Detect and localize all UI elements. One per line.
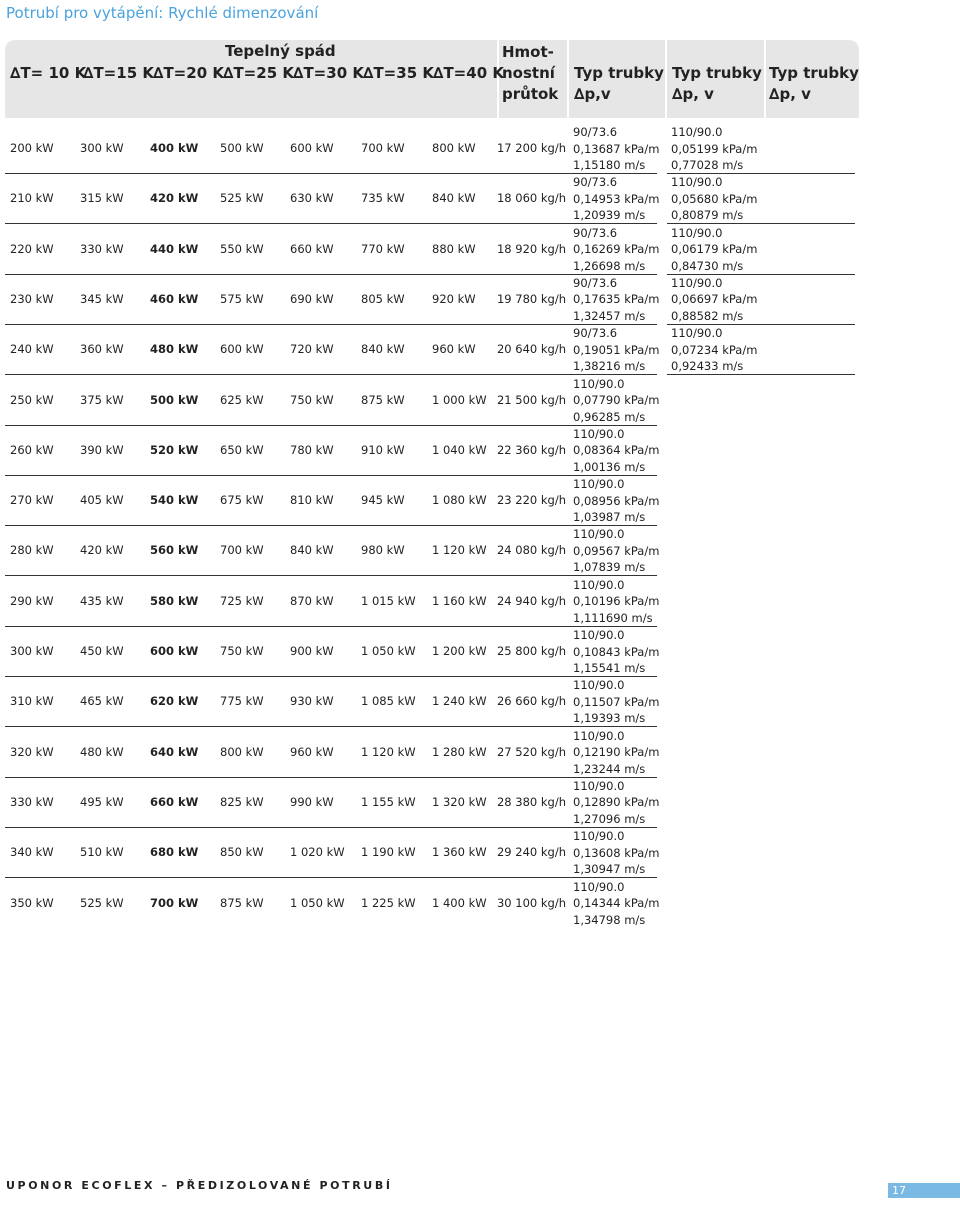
header-dt40: ∆T=40 K xyxy=(433,64,504,82)
table-row xyxy=(0,526,960,576)
cell-dt-40: 1 200 kW xyxy=(432,644,487,658)
cell-dt-15: 420 kW xyxy=(80,543,124,558)
pipe-dp: 0,05680 kPa/m xyxy=(671,191,758,206)
cell-dt-35: 875 kW xyxy=(361,392,405,407)
cell-dt-30: 720 kW xyxy=(290,342,334,357)
pipe-spec-p1 xyxy=(573,728,659,778)
header-pipe-label: Typ trubky xyxy=(769,64,859,82)
cell-dt-20: 620 kW xyxy=(150,694,199,709)
cell-dt-25: 625 kW xyxy=(220,392,264,407)
cell-dt-10: 330 kW xyxy=(10,794,54,809)
pipe-type: 110/90.0 xyxy=(573,477,625,492)
cell-dt-35: 805 kW xyxy=(361,291,405,306)
cell-dt-25: 825 kW xyxy=(220,794,264,809)
pipe-dp: 0,11507 kPa/m xyxy=(573,694,660,709)
cell-dt-25: 725 kW xyxy=(220,593,264,608)
pipe-v: 1,111690 m/s xyxy=(573,610,653,625)
footer-text: UPONOR ECOFLEX – PŘEDIZOLOVANÉ POTRUBÍ xyxy=(6,1179,393,1192)
cell-dt-15: 465 kW xyxy=(80,694,124,709)
cell-dt-10: 300 kW xyxy=(10,644,54,658)
pipe-type: 110/90.0 xyxy=(573,678,625,693)
pipe-type: 110/90.0 xyxy=(573,879,625,894)
cell-dt-10: 260 kW xyxy=(10,442,54,457)
table-row xyxy=(0,828,960,878)
cell-dt-35: 840 kW xyxy=(361,342,405,357)
header-dt10: ∆T= 10 K xyxy=(10,64,87,82)
table-row xyxy=(0,275,960,325)
pipe-spec-p2 xyxy=(671,325,757,375)
pipe-v: 1,27096 m/s xyxy=(573,811,646,826)
cell-dt-40: 1 040 kW xyxy=(432,442,487,457)
cell-dt-10: 310 kW xyxy=(10,694,54,709)
header-dt15: ∆T=15 K xyxy=(83,64,154,82)
pipe-type: 110/90.0 xyxy=(573,628,625,642)
pipe-type: 110/90.0 xyxy=(671,175,723,190)
cell-dt-35: 1 050 kW xyxy=(361,644,416,658)
header-separator xyxy=(567,40,569,118)
cell-dt-20: 640 kW xyxy=(150,744,199,759)
pipe-spec-p2 xyxy=(671,124,757,174)
cell-mass-flow: 27 520 kg/h xyxy=(496,744,566,759)
header-mass-flow xyxy=(502,42,558,105)
table-row xyxy=(0,577,960,627)
cell-dt-35: 910 kW xyxy=(361,442,405,457)
pipe-type: 110/90.0 xyxy=(671,326,723,341)
cell-dt-25: 675 kW xyxy=(220,493,264,508)
cell-dt-30: 660 kW xyxy=(290,241,334,256)
cell-dt-20: 700 kW xyxy=(150,895,199,910)
cell-mass-flow: 23 220 kg/h xyxy=(496,493,566,508)
header-dt30: ∆T=30 K xyxy=(293,64,364,82)
cell-dt-40: 1 280 kW xyxy=(432,744,487,759)
pipe-type: 90/73.6 xyxy=(573,326,618,341)
table-row xyxy=(0,325,960,375)
cell-dt-40: 1 120 kW xyxy=(432,543,487,558)
header-pipe-type-2 xyxy=(672,63,762,105)
cell-dt-15: 330 kW xyxy=(80,241,124,256)
pipe-v: 1,15541 m/s xyxy=(573,661,646,675)
pipe-type: 90/73.6 xyxy=(573,175,618,190)
cell-dt-25: 650 kW xyxy=(220,442,264,457)
header-dt25: ∆T=25 K xyxy=(223,64,294,82)
table-row xyxy=(0,174,960,224)
cell-dt-15: 390 kW xyxy=(80,442,124,457)
cell-dt-35: 1 015 kW xyxy=(361,593,416,608)
pipe-type: 110/90.0 xyxy=(573,426,625,441)
cell-dt-20: 400 kW xyxy=(150,141,199,155)
cell-dt-25: 500 kW xyxy=(220,141,264,155)
pipe-spec-p1 xyxy=(573,376,659,426)
cell-dt-25: 775 kW xyxy=(220,694,264,709)
cell-dt-40: 960 kW xyxy=(432,342,476,357)
cell-dt-30: 780 kW xyxy=(290,442,334,457)
pipe-dp: 0,12890 kPa/m xyxy=(573,795,660,810)
table-row xyxy=(0,476,960,526)
pipe-v: 1,19393 m/s xyxy=(573,711,646,726)
cell-dt-20: 540 kW xyxy=(150,493,199,508)
cell-dt-30: 1 050 kW xyxy=(290,895,345,910)
cell-dt-15: 345 kW xyxy=(80,291,124,306)
table-row xyxy=(0,627,960,677)
cell-dt-20: 680 kW xyxy=(150,845,199,860)
cell-dt-30: 840 kW xyxy=(290,543,334,558)
pipe-type: 110/90.0 xyxy=(671,225,723,240)
pipe-v: 1,00136 m/s xyxy=(573,459,646,474)
pipe-spec-p1 xyxy=(573,426,659,476)
cell-dt-20: 560 kW xyxy=(150,543,199,558)
cell-dt-35: 945 kW xyxy=(361,493,405,508)
table-row xyxy=(0,124,960,174)
pipe-dp: 0,14344 kPa/m xyxy=(573,896,660,910)
pipe-v: 0,77028 m/s xyxy=(671,158,744,172)
pipe-spec-p1 xyxy=(573,879,659,929)
pipe-spec-p1 xyxy=(573,778,659,828)
pipe-spec-p1 xyxy=(573,677,659,727)
cell-dt-10: 200 kW xyxy=(10,141,54,155)
pipe-v: 1,03987 m/s xyxy=(573,510,646,525)
cell-mass-flow: 17 200 kg/h xyxy=(496,141,566,155)
header-separator xyxy=(665,40,667,118)
pipe-dp: 0,07790 kPa/m xyxy=(573,393,660,407)
pipe-v: 1,38216 m/s xyxy=(573,359,646,374)
cell-dt-25: 850 kW xyxy=(220,845,264,860)
cell-dt-10: 220 kW xyxy=(10,241,54,256)
pipe-v: 0,84730 m/s xyxy=(671,258,744,273)
pipe-type: 90/73.6 xyxy=(573,125,618,139)
pipe-spec-p1 xyxy=(573,225,659,275)
cell-dt-30: 600 kW xyxy=(290,141,334,155)
cell-dt-15: 525 kW xyxy=(80,895,124,910)
header-mass-flow-line1: Hmot- xyxy=(502,43,554,61)
cell-dt-35: 1 225 kW xyxy=(361,895,416,910)
header-pipe-label: Typ trubky xyxy=(574,64,664,82)
header-mass-flow-line2: nostní xyxy=(502,64,555,82)
cell-dt-35: 1 085 kW xyxy=(361,694,416,709)
cell-dt-15: 315 kW xyxy=(80,191,124,206)
pipe-type: 110/90.0 xyxy=(573,728,625,743)
cell-dt-20: 520 kW xyxy=(150,442,199,457)
cell-dt-40: 1 320 kW xyxy=(432,794,487,809)
cell-dt-25: 550 kW xyxy=(220,241,264,256)
table-row xyxy=(0,728,960,778)
cell-dt-40: 1 160 kW xyxy=(432,593,487,608)
cell-dt-15: 510 kW xyxy=(80,845,124,860)
pipe-v: 1,23244 m/s xyxy=(573,761,646,776)
cell-dt-30: 960 kW xyxy=(290,744,334,759)
cell-dt-35: 1 155 kW xyxy=(361,794,416,809)
cell-dt-30: 900 kW xyxy=(290,644,334,658)
cell-dt-15: 360 kW xyxy=(80,342,124,357)
cell-dt-40: 840 kW xyxy=(432,191,476,206)
pipe-dp: 0,13687 kPa/m xyxy=(573,141,660,156)
cell-dt-40: 1 400 kW xyxy=(432,895,487,910)
pipe-type: 110/90.0 xyxy=(573,376,625,391)
pipe-type: 110/90.0 xyxy=(573,577,625,592)
cell-dt-15: 375 kW xyxy=(80,392,124,407)
table-row xyxy=(0,225,960,275)
cell-mass-flow: 26 660 kg/h xyxy=(496,694,566,709)
pipe-dp: 0,05199 kPa/m xyxy=(671,141,758,156)
cell-mass-flow: 30 100 kg/h xyxy=(496,895,566,910)
cell-dt-35: 700 kW xyxy=(361,141,405,155)
cell-dt-10: 280 kW xyxy=(10,543,54,558)
page-number: 17 xyxy=(888,1183,960,1198)
pipe-spec-p2 xyxy=(671,174,757,224)
pipe-v: 1,32457 m/s xyxy=(573,308,646,323)
pipe-dp: 0,10843 kPa/m xyxy=(573,644,660,659)
cell-mass-flow: 24 940 kg/h xyxy=(496,593,566,608)
header-mass-flow-line3: průtok xyxy=(502,85,559,103)
cell-dt-20: 600 kW xyxy=(150,644,199,658)
cell-mass-flow: 20 640 kg/h xyxy=(496,342,566,357)
pipe-spec-p1 xyxy=(573,526,659,576)
cell-dt-20: 500 kW xyxy=(150,392,199,407)
cell-mass-flow: 22 360 kg/h xyxy=(496,442,566,457)
header-pipe-sub: ∆p, v xyxy=(769,85,811,103)
cell-dt-30: 810 kW xyxy=(290,493,334,508)
cell-dt-20: 440 kW xyxy=(150,241,199,256)
pipe-dp: 0,14953 kPa/m xyxy=(573,191,660,206)
cell-dt-10: 290 kW xyxy=(10,593,54,608)
cell-dt-40: 1 240 kW xyxy=(432,694,487,709)
table-row xyxy=(0,879,960,929)
cell-dt-25: 600 kW xyxy=(220,342,264,357)
table-row xyxy=(0,677,960,727)
cell-dt-10: 340 kW xyxy=(10,845,54,860)
cell-dt-25: 700 kW xyxy=(220,543,264,558)
pipe-spec-p1 xyxy=(573,124,659,174)
cell-dt-15: 405 kW xyxy=(80,493,124,508)
pipe-type: 110/90.0 xyxy=(573,829,625,844)
cell-dt-10: 350 kW xyxy=(10,895,54,910)
pipe-dp: 0,08956 kPa/m xyxy=(573,493,660,508)
cell-dt-30: 690 kW xyxy=(290,291,334,306)
pipe-type: 90/73.6 xyxy=(573,275,618,290)
header-separator xyxy=(764,40,766,118)
cell-dt-10: 270 kW xyxy=(10,493,54,508)
header-pipe-type-1 xyxy=(574,63,664,105)
cell-dt-10: 320 kW xyxy=(10,744,54,759)
cell-dt-25: 800 kW xyxy=(220,744,264,759)
cell-dt-20: 420 kW xyxy=(150,191,199,206)
cell-dt-40: 1 000 kW xyxy=(432,392,487,407)
pipe-spec-p1 xyxy=(573,627,659,677)
cell-dt-35: 1 190 kW xyxy=(361,845,416,860)
pipe-dp: 0,19051 kPa/m xyxy=(573,342,660,357)
pipe-spec-p1 xyxy=(573,476,659,526)
pipe-spec-p1 xyxy=(573,577,659,627)
pipe-dp: 0,16269 kPa/m xyxy=(573,242,660,257)
cell-mass-flow: 28 380 kg/h xyxy=(496,794,566,809)
cell-dt-15: 450 kW xyxy=(80,644,124,658)
cell-dt-35: 770 kW xyxy=(361,241,405,256)
cell-dt-30: 870 kW xyxy=(290,593,334,608)
header-pipe-sub: ∆p, v xyxy=(672,85,714,103)
pipe-v: 1,15180 m/s xyxy=(573,158,646,172)
cell-dt-30: 630 kW xyxy=(290,191,334,206)
pipe-v: 1,26698 m/s xyxy=(573,258,646,273)
pipe-v: 1,34798 m/s xyxy=(573,912,646,927)
header-pipe-type-3 xyxy=(769,63,859,105)
pipe-dp: 0,17635 kPa/m xyxy=(573,292,660,307)
pipe-dp: 0,06697 kPa/m xyxy=(671,292,758,307)
table-row xyxy=(0,376,960,426)
pipe-v: 0,96285 m/s xyxy=(573,409,646,424)
cell-mass-flow: 29 240 kg/h xyxy=(496,845,566,860)
cell-dt-40: 880 kW xyxy=(432,241,476,256)
header-pipe-sub: ∆p,v xyxy=(574,85,611,103)
pipe-dp: 0,06179 kPa/m xyxy=(671,242,758,257)
cell-dt-30: 1 020 kW xyxy=(290,845,345,860)
table-row xyxy=(0,426,960,476)
pipe-type: 110/90.0 xyxy=(671,275,723,290)
pipe-v: 0,80879 m/s xyxy=(671,208,744,223)
table-row xyxy=(0,778,960,828)
pipe-spec-p2 xyxy=(671,275,757,325)
cell-dt-15: 435 kW xyxy=(80,593,124,608)
pipe-dp: 0,08364 kPa/m xyxy=(573,443,660,458)
cell-dt-40: 800 kW xyxy=(432,141,476,155)
cell-mass-flow: 24 080 kg/h xyxy=(496,543,566,558)
cell-dt-10: 230 kW xyxy=(10,291,54,306)
cell-dt-10: 250 kW xyxy=(10,392,54,407)
cell-dt-40: 920 kW xyxy=(432,291,476,306)
pipe-v: 0,88582 m/s xyxy=(671,308,744,323)
cell-dt-20: 460 kW xyxy=(150,291,199,306)
pipe-v: 1,20939 m/s xyxy=(573,208,646,223)
cell-dt-35: 1 120 kW xyxy=(361,744,416,759)
cell-dt-15: 300 kW xyxy=(80,141,124,155)
pipe-type: 90/73.6 xyxy=(573,225,618,240)
pipe-dp: 0,13608 kPa/m xyxy=(573,845,660,860)
pipe-dp: 0,12190 kPa/m xyxy=(573,745,660,760)
cell-dt-25: 875 kW xyxy=(220,895,264,910)
cell-dt-30: 990 kW xyxy=(290,794,334,809)
cell-dt-20: 660 kW xyxy=(150,794,199,809)
heat-drop-group-label: Tepelný spád xyxy=(225,42,336,60)
pipe-spec-p1 xyxy=(573,325,659,375)
cell-dt-15: 495 kW xyxy=(80,794,124,809)
pipe-type: 110/90.0 xyxy=(573,527,625,542)
page-title: Potrubí pro vytápění: Rychlé dimenzování xyxy=(6,4,319,22)
cell-dt-35: 980 kW xyxy=(361,543,405,558)
pipe-spec-p1 xyxy=(573,174,659,224)
pipe-dp: 0,10196 kPa/m xyxy=(573,594,660,609)
pipe-type: 110/90.0 xyxy=(573,778,625,793)
pipe-spec-p1 xyxy=(573,275,659,325)
pipe-v: 1,07839 m/s xyxy=(573,560,646,575)
pipe-dp: 0,07234 kPa/m xyxy=(671,342,758,357)
cell-dt-25: 575 kW xyxy=(220,291,264,306)
cell-dt-20: 580 kW xyxy=(150,593,199,608)
cell-mass-flow: 18 060 kg/h xyxy=(496,191,566,206)
cell-dt-20: 480 kW xyxy=(150,342,199,357)
cell-dt-40: 1 360 kW xyxy=(432,845,487,860)
pipe-type: 110/90.0 xyxy=(671,125,723,139)
cell-mass-flow: 25 800 kg/h xyxy=(496,644,566,658)
cell-dt-40: 1 080 kW xyxy=(432,493,487,508)
cell-dt-25: 750 kW xyxy=(220,644,264,658)
cell-dt-25: 525 kW xyxy=(220,191,264,206)
cell-dt-35: 735 kW xyxy=(361,191,405,206)
pipe-spec-p2 xyxy=(671,225,757,275)
cell-dt-30: 750 kW xyxy=(290,392,334,407)
pipe-spec-p1 xyxy=(573,828,659,878)
cell-dt-15: 480 kW xyxy=(80,744,124,759)
header-pipe-label: Typ trubky xyxy=(672,64,762,82)
pipe-dp: 0,09567 kPa/m xyxy=(573,543,660,558)
cell-dt-30: 930 kW xyxy=(290,694,334,709)
cell-dt-10: 240 kW xyxy=(10,342,54,357)
cell-mass-flow: 19 780 kg/h xyxy=(496,291,566,306)
cell-mass-flow: 18 920 kg/h xyxy=(496,241,566,256)
pipe-v: 0,92433 m/s xyxy=(671,359,744,374)
cell-dt-10: 210 kW xyxy=(10,191,54,206)
pipe-v: 1,30947 m/s xyxy=(573,862,646,877)
header-dt20: ∆T=20 K xyxy=(153,64,224,82)
cell-mass-flow: 21 500 kg/h xyxy=(496,392,566,407)
header-dt35: ∆T=35 K xyxy=(363,64,434,82)
